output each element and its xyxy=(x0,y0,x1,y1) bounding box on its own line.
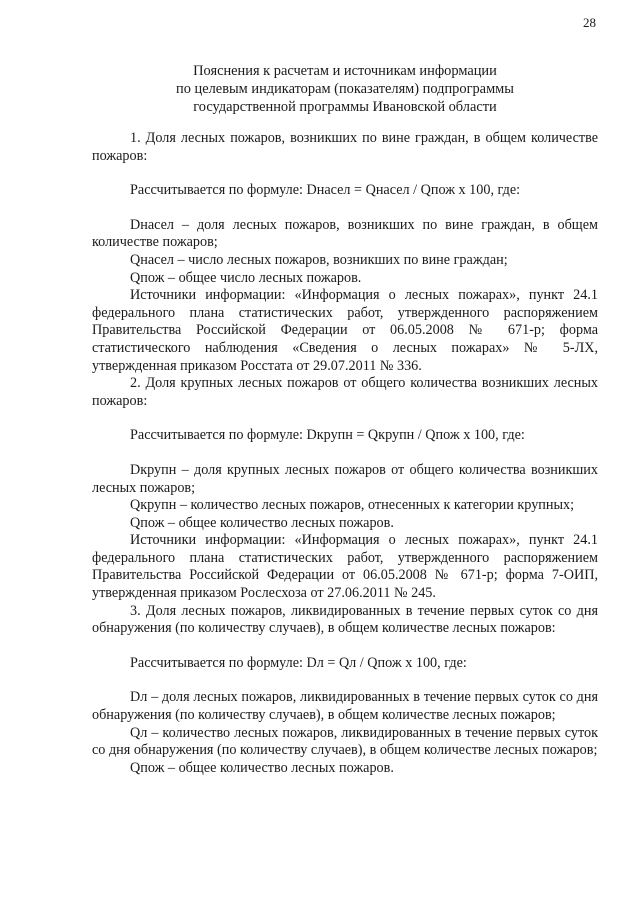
section-1-heading: 1. Доля лесных пожаров, возникших по вине граждан, в общем количестве пожаров: xyxy=(92,130,598,164)
section-3-definition-2: Qл – количество лесных пожаров, ликвидированных в течение первых суток со дня обнаружения (по количеству случаев), в общем количестве лесных пожаров; xyxy=(92,724,598,759)
title-line-1: Пояснения к расчетам и источникам информации xyxy=(193,63,497,79)
section-2-formula: Рассчитывается по формуле: Dкрупн = Qкрупн / Qпож х 100, где: xyxy=(130,427,525,444)
section-1-formula: Рассчитывается по формуле: Dнасел = Qнасел / Qпож х 100, где: xyxy=(130,182,521,199)
document-body xyxy=(92,130,598,777)
title-line-2: по целевым индикаторам (показателям) подпрограммы xyxy=(176,81,514,97)
section-1-definition-2: Qнасел – число лесных пожаров, возникших по вине граждан; xyxy=(130,251,508,268)
section-3-formula: Рассчитывается по формуле: Dл = Qл / Qпож х 100, где: xyxy=(130,654,467,671)
page-number: 28 xyxy=(583,15,596,30)
section-1-definition-1: Dнасел – доля лесных пожаров, возникших по вине граждан, в общем количестве пожаров; xyxy=(92,216,598,251)
section-2-sources: Источники информации: «Информация о лесных пожарах», пункт 24.1 федерального плана статистических работ, утвержденного распоряжением Правительства Российской Федерации от 06.05.2008 № 671-р; форма 7-ОИП, утвержденная приказом Рослесхоза от 27.06.2011 № 245. xyxy=(92,532,598,602)
document-title xyxy=(92,62,598,116)
section-2-heading: 2. Доля крупных лесных пожаров от общего количества возникших лесных пожаров: xyxy=(92,375,598,409)
section-2-definition-2: Qкрупн – количество лесных пожаров, отнесенных к категории крупных; xyxy=(130,497,575,514)
section-2-definition-1: Dкрупн – доля крупных лесных пожаров от общего количества возникших лесных пожаров; xyxy=(92,461,598,496)
section-3-definition-3: Qпож – общее количество лесных пожаров. xyxy=(130,759,394,776)
title-line-3: государственной программы Ивановской области xyxy=(193,99,497,115)
section-1-definition-3: Qпож – общее число лесных пожаров. xyxy=(130,269,362,286)
section-2-definition-3: Qпож – общее количество лесных пожаров. xyxy=(130,514,394,531)
section-1-sources: Источники информации: «Информация о лесных пожарах», пункт 24.1 федерального плана статистических работ, утвержденного распоряжением Правительства Российской Федерации от 06.05.2008 № 671-р; форма статистического наблюдения «Сведения о лесных пожарах» № 5-ЛХ, утвержденная приказом Росстата от 29.07.2011 № 336. xyxy=(92,287,598,374)
section-3-definition-1: Dл – доля лесных пожаров, ликвидированных в течение первых суток со дня обнаружения (по количеству случаев), в общем количестве лесных пожаров; xyxy=(92,689,598,724)
section-3-heading: 3. Доля лесных пожаров, ликвидированных в течение первых суток со дня обнаружения (по количеству случаев), в общем количестве лесных пожаров: xyxy=(92,602,598,637)
